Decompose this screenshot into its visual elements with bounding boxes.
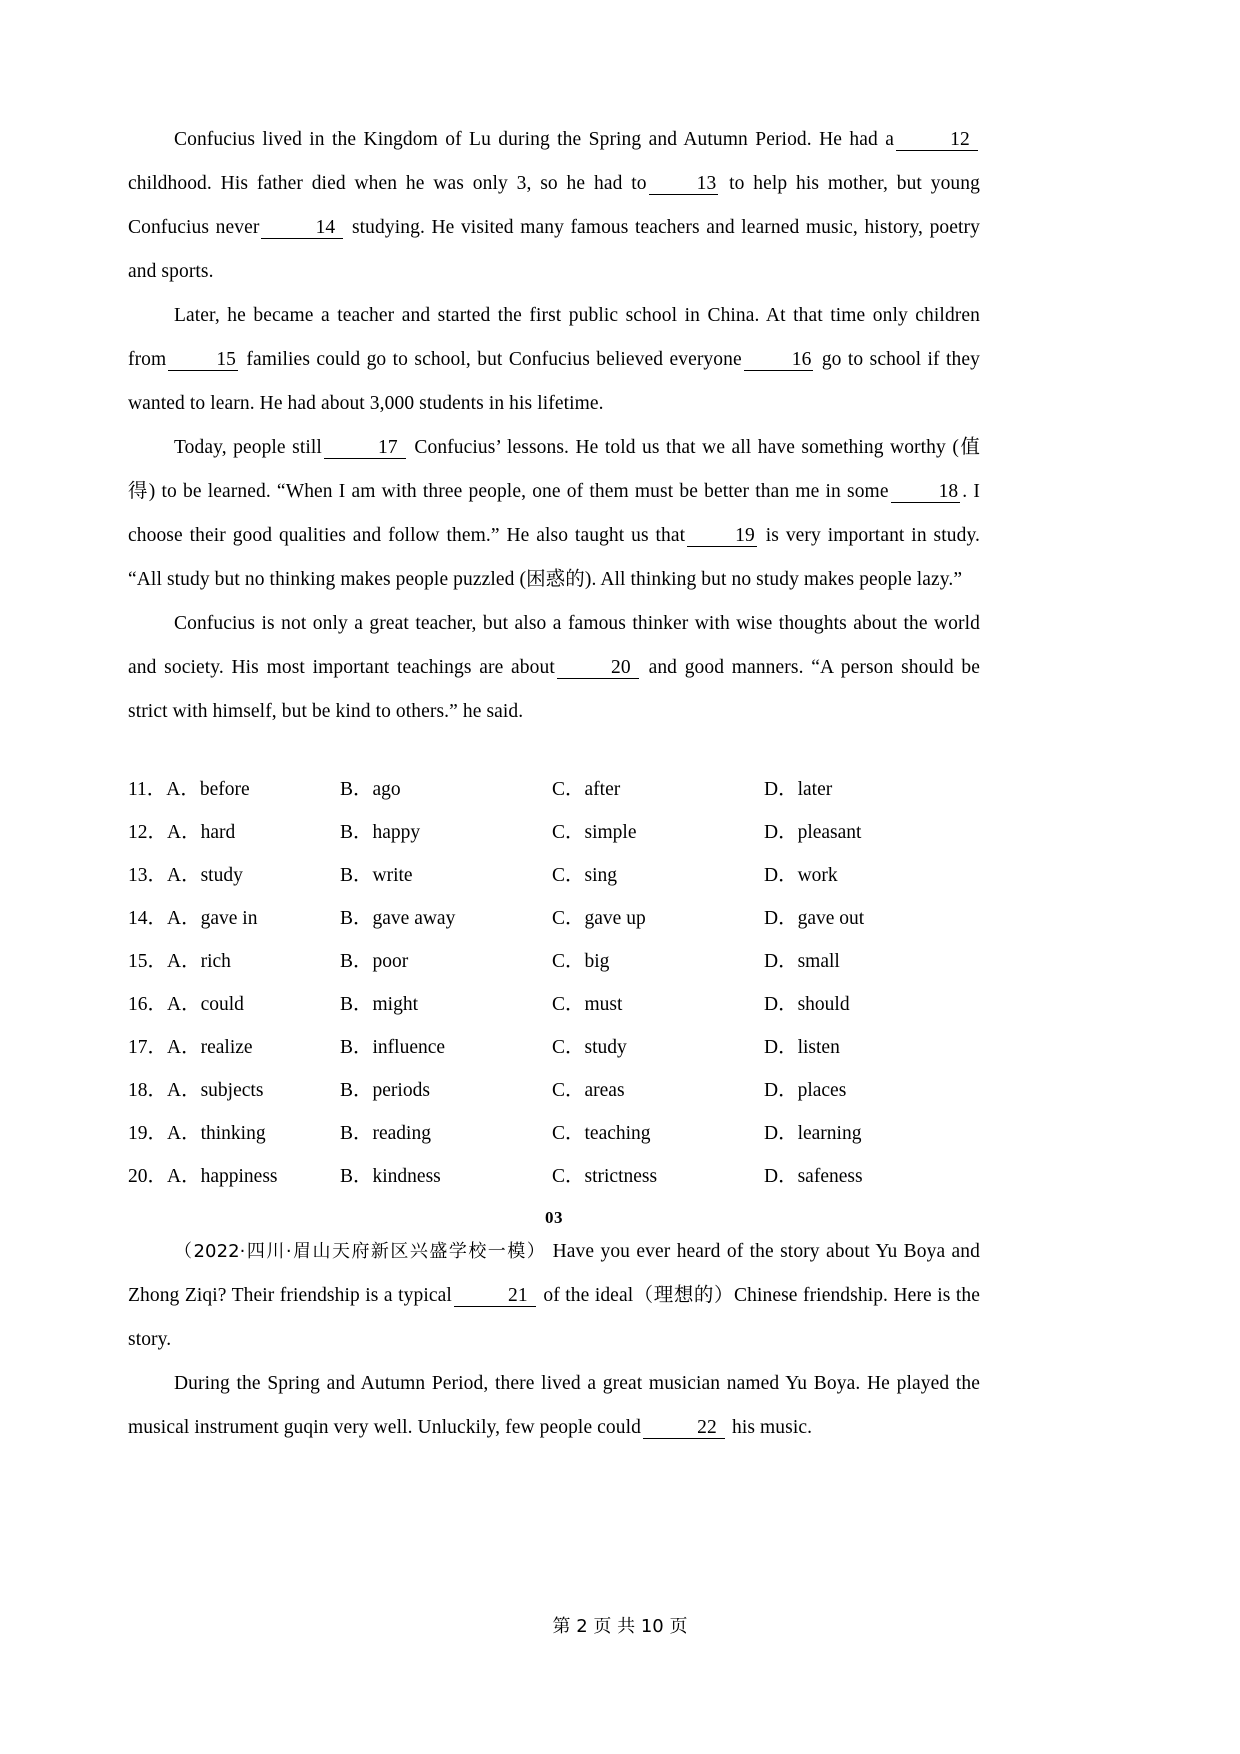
- passage-paragraph-2: [128, 294, 980, 426]
- option-d-label: D．later: [764, 779, 833, 800]
- option-d-label: D．safeness: [764, 1166, 863, 1187]
- option-d[interactable]: [764, 1102, 980, 1145]
- option-a-label: A．thinking: [167, 1123, 266, 1144]
- option-d-label: D．small: [764, 951, 840, 972]
- option-a[interactable]: 11．A．before: [128, 779, 250, 800]
- option-d-label: D．learning: [764, 1123, 862, 1144]
- options-row: [128, 973, 980, 1016]
- blank-18: 18: [891, 482, 961, 503]
- option-number: 16: [128, 994, 148, 1015]
- option-d-label: D．places: [764, 1080, 847, 1101]
- passage-03-segment-1: Have you ever heard of the story about Yu Boya and Zhong Ziqi? Their friendship is a typical: [128, 1241, 981, 1306]
- blank-20: 20: [557, 658, 639, 679]
- option-a[interactable]: 12．A．hard: [128, 822, 236, 843]
- option-d[interactable]: [764, 758, 980, 801]
- option-b[interactable]: [340, 887, 552, 930]
- option-d[interactable]: [764, 1145, 980, 1188]
- question-source: （2022·四川·眉山天府新区兴盛学校一模）: [174, 1241, 547, 1262]
- option-a-label: A．happiness: [167, 1166, 278, 1187]
- option-b-label: B．ago: [340, 779, 401, 800]
- paragraph-2-segment-3: go to school if they wanted to learn. He had about 3,000 students in his lifetime.: [128, 349, 980, 414]
- option-c-label: C．areas: [552, 1080, 625, 1101]
- option-number: 18: [128, 1080, 148, 1101]
- option-d-label: D．should: [764, 994, 850, 1015]
- option-c-label: C．sing: [552, 865, 618, 886]
- option-c[interactable]: [552, 1016, 764, 1059]
- option-b-label: B．happy: [340, 822, 421, 843]
- option-c[interactable]: [552, 1059, 764, 1102]
- option-a[interactable]: 19．A．thinking: [128, 1123, 266, 1144]
- option-a-label: A．gave in: [167, 908, 258, 929]
- options-row: [128, 1059, 980, 1102]
- passage-paragraph-1: [128, 118, 980, 294]
- option-a[interactable]: 16．A．could: [128, 994, 244, 1015]
- option-b-label: B．gave away: [340, 908, 456, 929]
- paragraph-3-segment-2: Confucius’ lessons. He told us that we all have something worthy (值得) to be learned. “When I am with three people, one of them must be better than me in some: [128, 437, 980, 502]
- paragraph-4-segment-2: and good manners. “A person should be strict with himself, but be kind to others.” he said.: [128, 657, 980, 722]
- option-a[interactable]: 20．A．happiness: [128, 1166, 278, 1187]
- option-b[interactable]: [340, 1016, 552, 1059]
- option-a-label: A．realize: [167, 1037, 253, 1058]
- option-d[interactable]: [764, 844, 980, 887]
- option-b[interactable]: [340, 1145, 552, 1188]
- option-b[interactable]: [340, 1102, 552, 1145]
- option-number: 20: [128, 1166, 148, 1187]
- paragraph-3-segment-3: . I choose their good qualities and follow them.” He also taught us that: [128, 481, 980, 546]
- options-body: [128, 758, 980, 1188]
- option-a-label: A．before: [166, 779, 250, 800]
- option-c[interactable]: [552, 844, 764, 887]
- option-b[interactable]: [340, 758, 552, 801]
- options-row: [128, 1016, 980, 1059]
- option-a[interactable]: 13．A．study: [128, 865, 243, 886]
- option-a[interactable]: 14．A．gave in: [128, 908, 258, 929]
- page-footer-text: 第 2 页 共 10 页: [552, 1616, 688, 1637]
- options-row: [128, 930, 980, 973]
- option-b[interactable]: [340, 1059, 552, 1102]
- option-c-label: C．study: [552, 1037, 627, 1058]
- blank-15: 15: [168, 350, 238, 371]
- option-d[interactable]: [764, 801, 980, 844]
- options-row: [128, 801, 980, 844]
- option-d[interactable]: [764, 1016, 980, 1059]
- page-footer: [0, 1612, 1240, 1638]
- option-b[interactable]: [340, 973, 552, 1016]
- option-a-label: A．subjects: [167, 1080, 264, 1101]
- option-b[interactable]: [340, 930, 552, 973]
- blank-13: 13: [649, 174, 719, 195]
- option-c-label: C．simple: [552, 822, 637, 843]
- paragraph-1-segment-3: to help his mother, but young Confucius never: [128, 173, 980, 238]
- option-d-label: D．gave out: [764, 908, 865, 929]
- options-row: [128, 844, 980, 887]
- option-c[interactable]: [552, 758, 764, 801]
- option-number: 19: [128, 1123, 148, 1144]
- blank-14: 14: [261, 218, 343, 239]
- option-number: 15: [128, 951, 148, 972]
- option-d-label: D．listen: [764, 1037, 840, 1058]
- options-row: [128, 758, 980, 801]
- blank-16: 16: [744, 350, 814, 371]
- option-a[interactable]: 18．A．subjects: [128, 1080, 264, 1101]
- section-number-03: 03: [545, 1208, 563, 1227]
- option-c[interactable]: [552, 887, 764, 930]
- options-row: [128, 887, 980, 930]
- option-a-label: A．rich: [167, 951, 231, 972]
- paragraph-3-segment-4: is very important in study. “All study but no thinking makes people puzzled (困惑的). All thinking but no study makes people lazy.”: [128, 525, 980, 590]
- option-number: 13: [128, 865, 148, 886]
- passage-03-segment-2: of the ideal（理想的）Chinese friendship. Here is the story.: [128, 1285, 980, 1350]
- option-b-label: B．write: [340, 865, 413, 886]
- page-content: [128, 118, 980, 1450]
- paragraph-3-segment-1: Today, people still: [174, 437, 322, 458]
- option-d[interactable]: [764, 887, 980, 930]
- passage-paragraph-3: [128, 426, 980, 602]
- option-number: 17: [128, 1037, 148, 1058]
- option-c-label: C．strictness: [552, 1166, 658, 1187]
- options-row: [128, 1145, 980, 1188]
- option-a-label: A．could: [167, 994, 244, 1015]
- option-number: 11: [128, 779, 147, 800]
- passage-03-paragraph-1: [128, 1230, 980, 1362]
- option-b-label: B．kindness: [340, 1166, 441, 1187]
- option-a[interactable]: 15．A．rich: [128, 951, 231, 972]
- paragraph-1-segment-4: studying. He visited many famous teachers and learned music, history, poetry and sports.: [128, 217, 980, 282]
- option-c-label: C．after: [552, 779, 621, 800]
- paragraph-4-segment-1: Confucius is not only a great teacher, but also a famous thinker with wise thoughts about the world and society. His most important teachings are about: [128, 613, 980, 678]
- paragraph-1-segment-1: Confucius lived in the Kingdom of Lu during the Spring and Autumn Period. He had a: [174, 129, 894, 150]
- option-number: 14: [128, 908, 148, 929]
- option-a-label: A．hard: [167, 822, 236, 843]
- option-c-label: C．teaching: [552, 1123, 651, 1144]
- option-b-label: B．reading: [340, 1123, 431, 1144]
- option-d-label: D．pleasant: [764, 822, 862, 843]
- blank-22: 22: [643, 1418, 725, 1439]
- option-d[interactable]: [764, 973, 980, 1016]
- passage-paragraph-4: [128, 602, 980, 734]
- blank-19: 19: [687, 526, 757, 547]
- option-c[interactable]: [552, 1145, 764, 1188]
- option-a-label: A．study: [167, 865, 243, 886]
- option-d-label: D．work: [764, 865, 838, 886]
- passage-03-p2-segment-2: his music.: [732, 1417, 813, 1438]
- passage-03-p2-segment-1: During the Spring and Autumn Period, there lived a great musician named Yu Boya. He played the musical instrument guqin very well. Unluckily, few people could: [128, 1373, 980, 1438]
- blank-12: 12: [896, 130, 978, 151]
- blank-17: 17: [324, 438, 406, 459]
- option-b-label: B．influence: [340, 1037, 446, 1058]
- option-c[interactable]: [552, 973, 764, 1016]
- option-number: 12: [128, 822, 148, 843]
- option-c-label: C．big: [552, 951, 610, 972]
- option-b-label: B．periods: [340, 1080, 430, 1101]
- passage-03-paragraph-2: [128, 1362, 980, 1450]
- paragraph-1-segment-2: childhood. His father died when he was only 3, so he had to: [128, 173, 647, 194]
- option-b-label: B．might: [340, 994, 419, 1015]
- blank-21: 21: [454, 1286, 536, 1307]
- option-c-label: C．gave up: [552, 908, 646, 929]
- options-row: [128, 1102, 980, 1145]
- option-c[interactable]: [552, 1102, 764, 1145]
- option-c-label: C．must: [552, 994, 623, 1015]
- paragraph-2-segment-1: Later, he became a teacher and started the first public school in China. At that time only children from: [128, 305, 980, 370]
- option-c[interactable]: [552, 801, 764, 844]
- options-table: [128, 758, 980, 1188]
- option-b[interactable]: [340, 844, 552, 887]
- paragraph-2-segment-2: families could go to school, but Confucius believed everyone: [246, 349, 742, 370]
- option-c[interactable]: [552, 930, 764, 973]
- option-a[interactable]: 17．A．realize: [128, 1037, 253, 1058]
- option-d[interactable]: [764, 930, 980, 973]
- option-d[interactable]: [764, 1059, 980, 1102]
- option-b-label: B．poor: [340, 951, 409, 972]
- option-b[interactable]: [340, 801, 552, 844]
